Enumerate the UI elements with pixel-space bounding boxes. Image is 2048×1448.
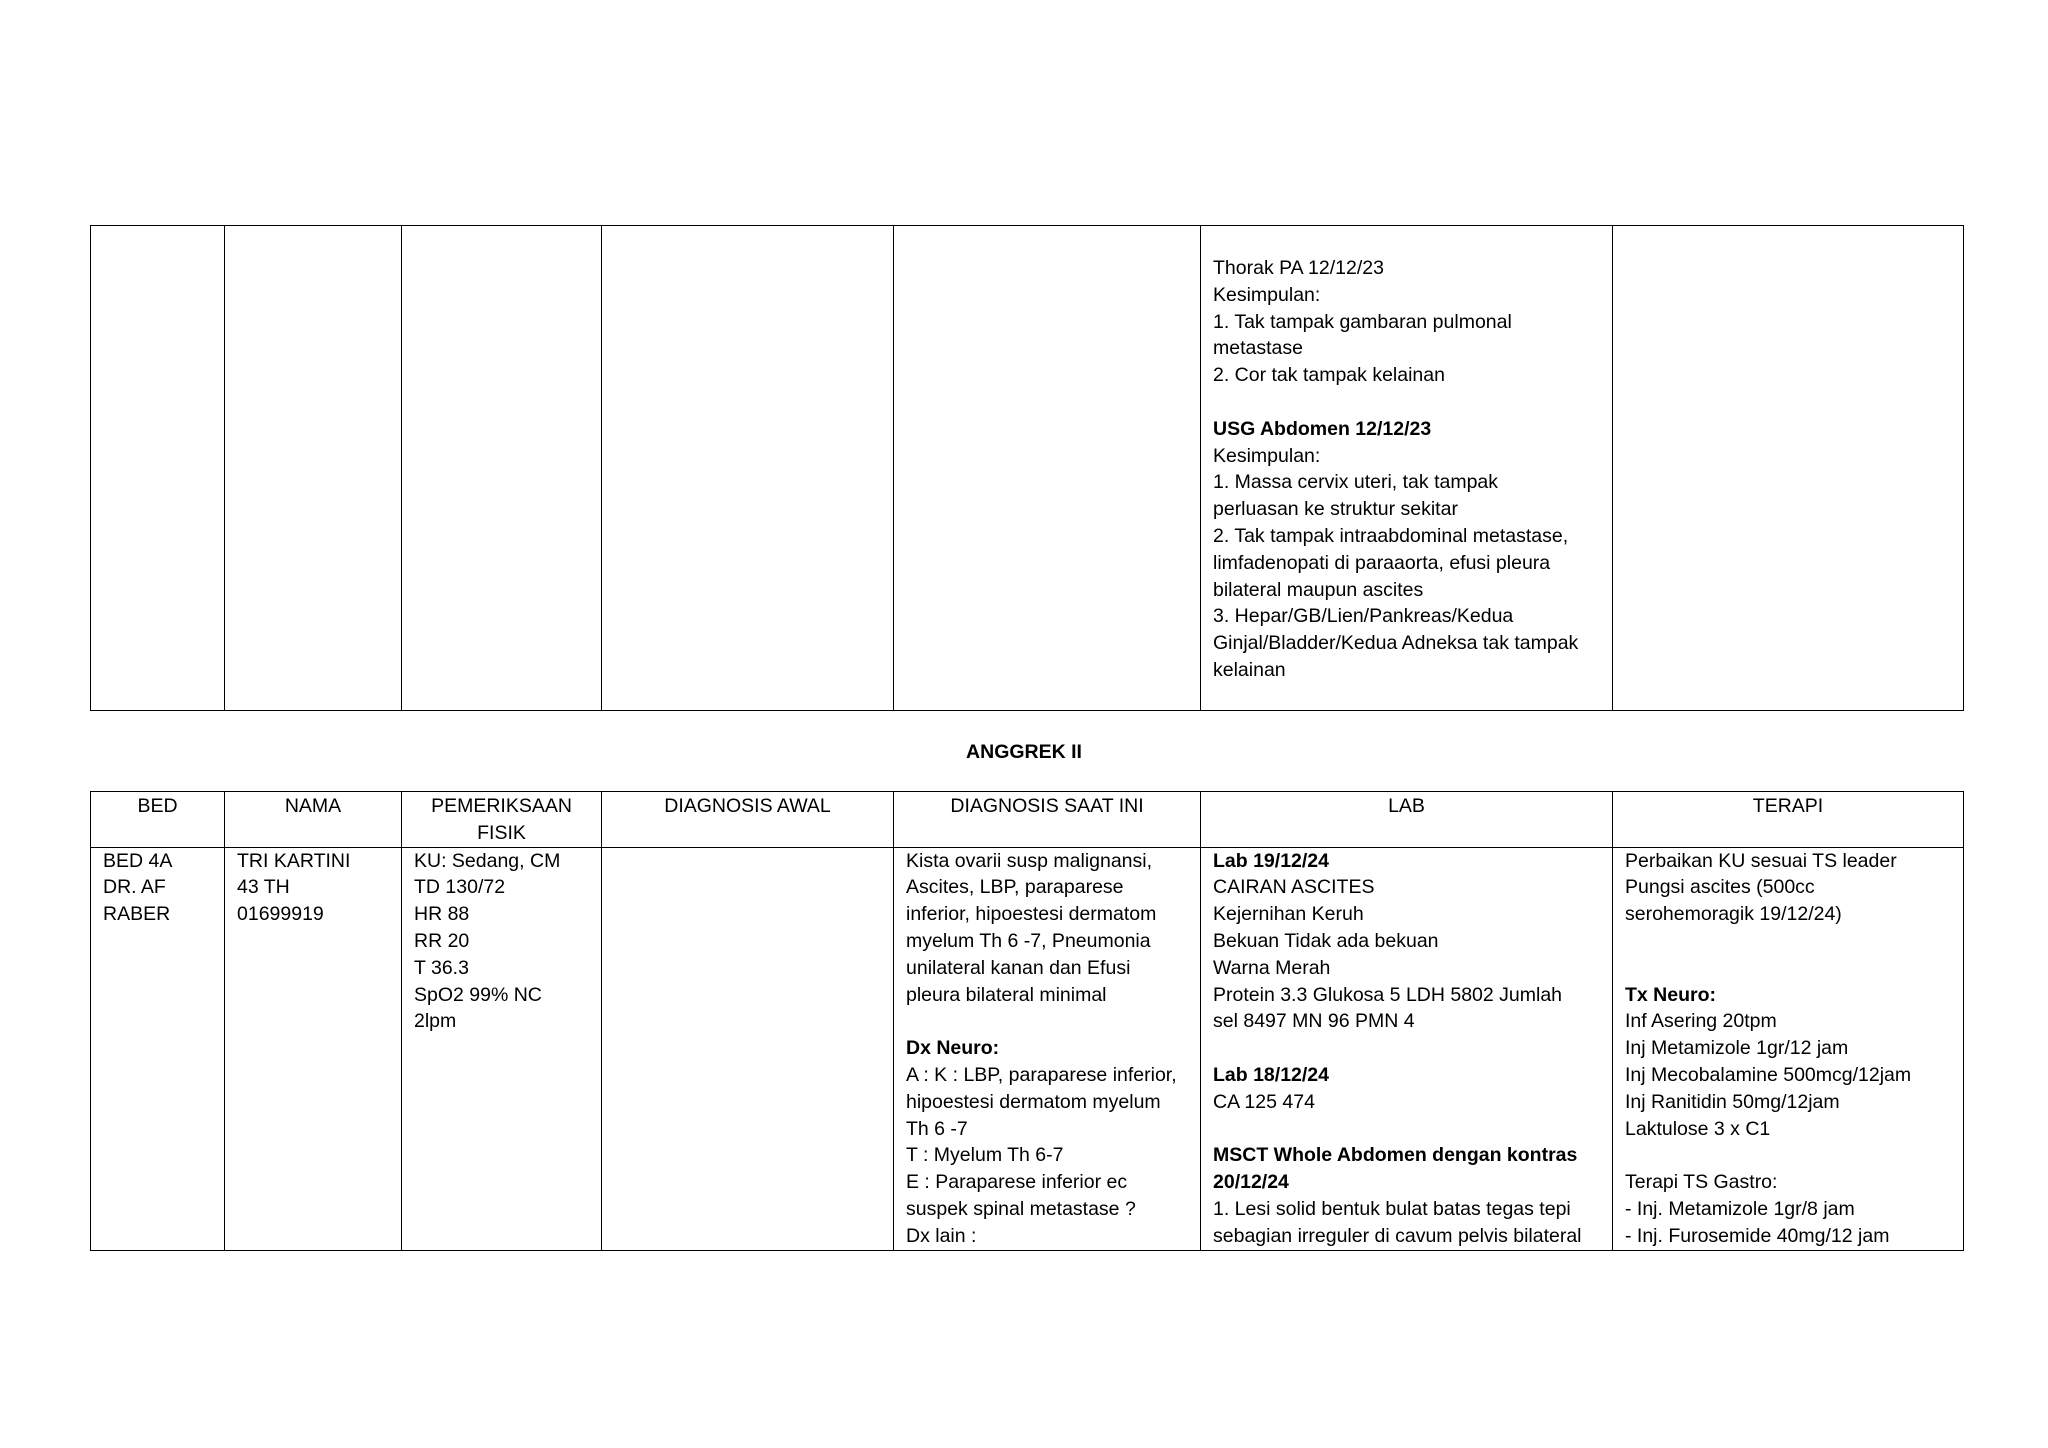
cell-line: pleura bilateral minimal xyxy=(906,983,1107,1006)
cell-line: TRI KARTINI xyxy=(237,849,351,872)
table-row xyxy=(91,847,1964,1250)
header-diagnosis-awal: DIAGNOSIS AWAL xyxy=(602,792,894,848)
cell-line: 1. Tak tampak gambaran pulmonal xyxy=(1213,310,1512,333)
header-pemeriksaan-line-2: FISIK xyxy=(477,821,526,844)
cell-line: Kesimpulan: xyxy=(1213,283,1321,306)
cell-line: limfadenopati di paraaorta, efusi pleura xyxy=(1213,551,1551,574)
cell-line: Terapi TS Gastro: xyxy=(1625,1171,1778,1194)
cell-line: Dx lain : xyxy=(906,1224,977,1247)
table-header-row xyxy=(91,792,1964,848)
header-terapi: TERAPI xyxy=(1613,792,1964,848)
table-row xyxy=(91,226,1964,711)
blank-line xyxy=(1625,928,1951,955)
blank-line xyxy=(1213,1116,1600,1143)
blank-line xyxy=(1625,955,1951,982)
cell-line: 2. Cor tak tampak kelainan xyxy=(1213,364,1445,387)
prev-nama-cell xyxy=(225,226,402,711)
diagnosis-awal-cell xyxy=(602,847,894,1250)
header-pemeriksaan-line-1: PEMERIKSAAN xyxy=(431,795,572,817)
cell-line: Inj Mecobalamine 500mcg/12jam xyxy=(1625,1063,1912,1086)
cell-line: Th 6 -7 xyxy=(906,1117,968,1140)
cell-line: Inj Ranitidin 50mg/12jam xyxy=(1625,1090,1840,1113)
cell-line: Lab 19/12/24 xyxy=(1213,849,1329,872)
cell-line: A : K : LBP, paraparese inferior, xyxy=(906,1063,1177,1086)
header-pemeriksaan-fisik xyxy=(402,792,602,848)
cell-line: hipoestesi dermatom myelum xyxy=(906,1090,1161,1113)
cell-line: Tx Neuro: xyxy=(1625,983,1717,1006)
cell-line: CA 125 474 xyxy=(1213,1090,1315,1113)
cell-line: Lab 18/12/24 xyxy=(1213,1063,1329,1086)
header-diagnosis-saat-ini: DIAGNOSIS SAAT INI xyxy=(894,792,1201,848)
lab-cell xyxy=(1201,847,1613,1250)
cell-line: 1. Lesi solid bentuk bulat batas tegas tepi xyxy=(1213,1197,1571,1220)
previous-table-continuation xyxy=(90,225,1964,711)
header-nama: NAMA xyxy=(225,792,402,848)
cell-line: sebagian irreguler di cavum pelvis bilateral xyxy=(1213,1224,1582,1247)
cell-line: 1. Massa cervix uteri, tak tampak xyxy=(1213,471,1499,494)
cell-line: BED 4A xyxy=(103,849,173,872)
blank-line xyxy=(906,1008,1188,1035)
cell-line: Inf Asering 20tpm xyxy=(1625,1010,1777,1033)
prev-lab-cell xyxy=(1201,226,1613,711)
header-lab: LAB xyxy=(1201,792,1613,848)
cell-line: 01699919 xyxy=(237,903,324,926)
blank-line xyxy=(1625,1142,1951,1169)
cell-line: T : Myelum Th 6-7 xyxy=(906,1144,1064,1167)
cell-line: TD 130/72 xyxy=(414,876,506,899)
cell-line: Ascites, LBP, paraparese xyxy=(906,876,1124,899)
diagnosis-saat-ini-cell xyxy=(894,847,1201,1250)
cell-line: inferior, hipoestesi dermatom xyxy=(906,903,1157,926)
cell-line: Dx Neuro: xyxy=(906,1037,1000,1060)
section-title: ANGGREK II xyxy=(966,741,1082,763)
nama-cell xyxy=(225,847,402,1250)
header-bed: BED xyxy=(91,792,225,848)
cell-line: Kesimpulan: xyxy=(1213,444,1321,467)
cell-line: metastase xyxy=(1213,337,1303,360)
cell-line: - Inj. Furosemide 40mg/12 jam xyxy=(1625,1224,1890,1247)
cell-line: serohemoragik 19/12/24) xyxy=(1625,903,1842,926)
cell-line: T 36.3 xyxy=(414,956,469,979)
cell-line: 20/12/24 xyxy=(1213,1171,1289,1194)
cell-line: 2. Tak tampak intraabdominal metastase, xyxy=(1213,524,1569,547)
cell-line: USG Abdomen 12/12/23 xyxy=(1213,417,1432,440)
cell-line: RABER xyxy=(103,903,171,926)
terapi-cell xyxy=(1613,847,1964,1250)
cell-line: suspek spinal metastase ? xyxy=(906,1197,1136,1220)
cell-line: E : Paraparese inferior ec xyxy=(906,1171,1128,1194)
cell-line: Laktulose 3 x C1 xyxy=(1625,1117,1771,1140)
blank-line xyxy=(1213,1035,1600,1062)
cell-line: sel 8497 MN 96 PMN 4 xyxy=(1213,1010,1415,1033)
anggrek-ii-table xyxy=(90,791,1964,1251)
prev-terapi-cell xyxy=(1613,226,1964,711)
cell-line: - Inj. Metamizole 1gr/8 jam xyxy=(1625,1197,1855,1220)
cell-line: CAIRAN ASCITES xyxy=(1213,876,1375,899)
cell-line: perluasan ke struktur sekitar xyxy=(1213,498,1458,521)
cell-line: Perbaikan KU sesuai TS leader xyxy=(1625,849,1897,872)
cell-line: kelainan xyxy=(1213,658,1286,681)
prev-pemeriksaan-cell xyxy=(402,226,602,711)
cell-line: 43 TH xyxy=(237,876,290,899)
cell-line: unilateral kanan dan Efusi xyxy=(906,956,1131,979)
cell-line: Protein 3.3 Glukosa 5 LDH 5802 Jumlah xyxy=(1213,983,1563,1006)
prev-diagnosis-awal-cell xyxy=(602,226,894,711)
cell-line: 3. Hepar/GB/Lien/Pankreas/Kedua xyxy=(1213,605,1514,628)
prev-diagnosis-saat-ini-cell xyxy=(894,226,1201,711)
cell-line: Bekuan Tidak ada bekuan xyxy=(1213,929,1439,952)
cell-line: myelum Th 6 -7, Pneumonia xyxy=(906,929,1151,952)
pemeriksaan-fisik-cell xyxy=(402,847,602,1250)
cell-line: Inj Metamizole 1gr/12 jam xyxy=(1625,1037,1849,1060)
cell-line: MSCT Whole Abdomen dengan kontras xyxy=(1213,1144,1578,1167)
cell-line: HR 88 xyxy=(414,903,470,926)
cell-line: DR. AF xyxy=(103,876,166,899)
cell-line: bilateral maupun ascites xyxy=(1213,578,1424,601)
cell-line: KU: Sedang, CM xyxy=(414,849,561,872)
cell-line: Thorak PA 12/12/23 xyxy=(1213,257,1384,279)
cell-line: Ginjal/Bladder/Kedua Adneksa tak tampak xyxy=(1213,632,1579,655)
prev-bed-cell xyxy=(91,226,225,711)
bed-cell xyxy=(91,847,225,1250)
cell-line: Kejernihan Keruh xyxy=(1213,903,1364,926)
cell-line: Kista ovarii susp malignansi, xyxy=(906,849,1153,872)
cell-line: Warna Merah xyxy=(1213,956,1331,979)
cell-line: Pungsi ascites (500cc xyxy=(1625,876,1815,899)
cell-line: RR 20 xyxy=(414,929,470,952)
blank-line xyxy=(1213,389,1600,416)
cell-line: SpO2 99% NC 2lpm xyxy=(414,983,542,1033)
